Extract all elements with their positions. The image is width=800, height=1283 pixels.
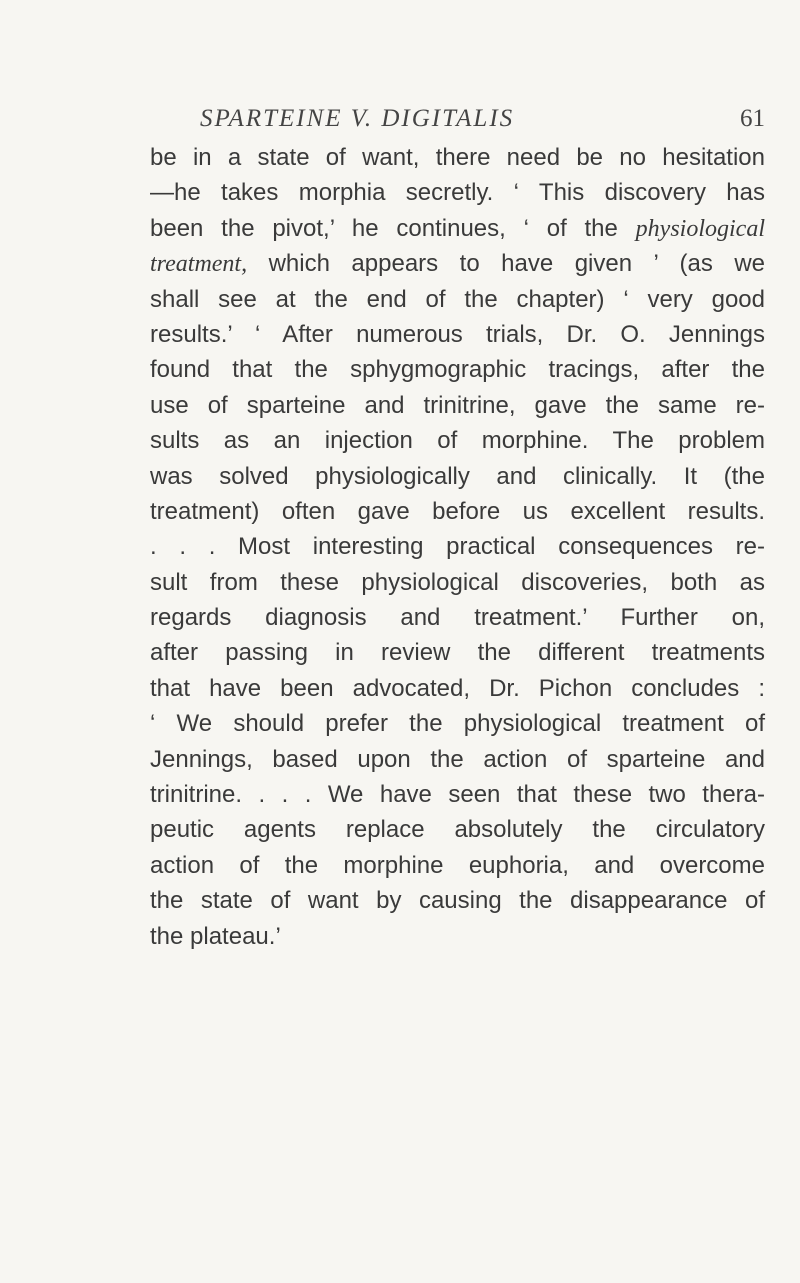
text-line: use of sparteine and trinitrine, gave the same re- [150, 391, 765, 419]
text-line: treatment) often gave before us excellent results. [150, 497, 765, 525]
body-text [150, 140, 765, 954]
text-line: that have been advocated, Dr. Pichon concludes : [150, 674, 765, 702]
text-line: the plateau.’ [150, 922, 281, 950]
running-head-title: SPARTEINE V. DIGITALIS [200, 105, 515, 132]
text-line [150, 246, 765, 281]
italic-phrase: treatment, [150, 251, 248, 278]
text-line: . . . Most interesting practical consequences re- [150, 533, 765, 561]
running-head [150, 105, 765, 145]
text-line: Jennings, based upon the action of sparteine and [150, 745, 765, 773]
text-line: after passing in review the different treatments [150, 639, 765, 667]
text-line: ‘ We should prefer the physiological treatment of [150, 710, 765, 738]
text-line: found that the sphygmographic tracings, after the [150, 356, 765, 384]
text-line: action of the morphine euphoria, and overcome [150, 851, 765, 879]
text-line: results.’ ‘ After numerous trials, Dr. O. Jennings [150, 320, 765, 348]
text-line [150, 211, 765, 246]
italic-phrase: physiological [635, 215, 765, 242]
text-line-run: been the pivot,’ he continues, ‘ of the [150, 214, 636, 242]
text-line: shall see at the end of the chapter) ‘ very good [150, 285, 765, 313]
text-line: —he takes morphia secretly. ‘ This discovery has [150, 179, 765, 207]
text-line: was solved physiologically and clinically. It (the [150, 462, 765, 490]
page-number: 61 [740, 105, 765, 132]
text-line-run: which appears to have given ’ (as we [247, 250, 765, 278]
text-line: peutic agents replace absolutely the circulatory [150, 816, 765, 844]
text-line: trinitrine. . . . We have seen that these two thera- [150, 781, 765, 809]
text-line: the state of want by causing the disappearance of [150, 887, 765, 915]
text-line: be in a state of want, there need be no hesitation [150, 144, 765, 171]
text-line: sults as an injection of morphine. The problem [150, 427, 765, 455]
text-line: sult from these physiological discoveries, both as [150, 568, 765, 596]
text-line: regards diagnosis and treatment.’ Further on, [150, 604, 765, 632]
